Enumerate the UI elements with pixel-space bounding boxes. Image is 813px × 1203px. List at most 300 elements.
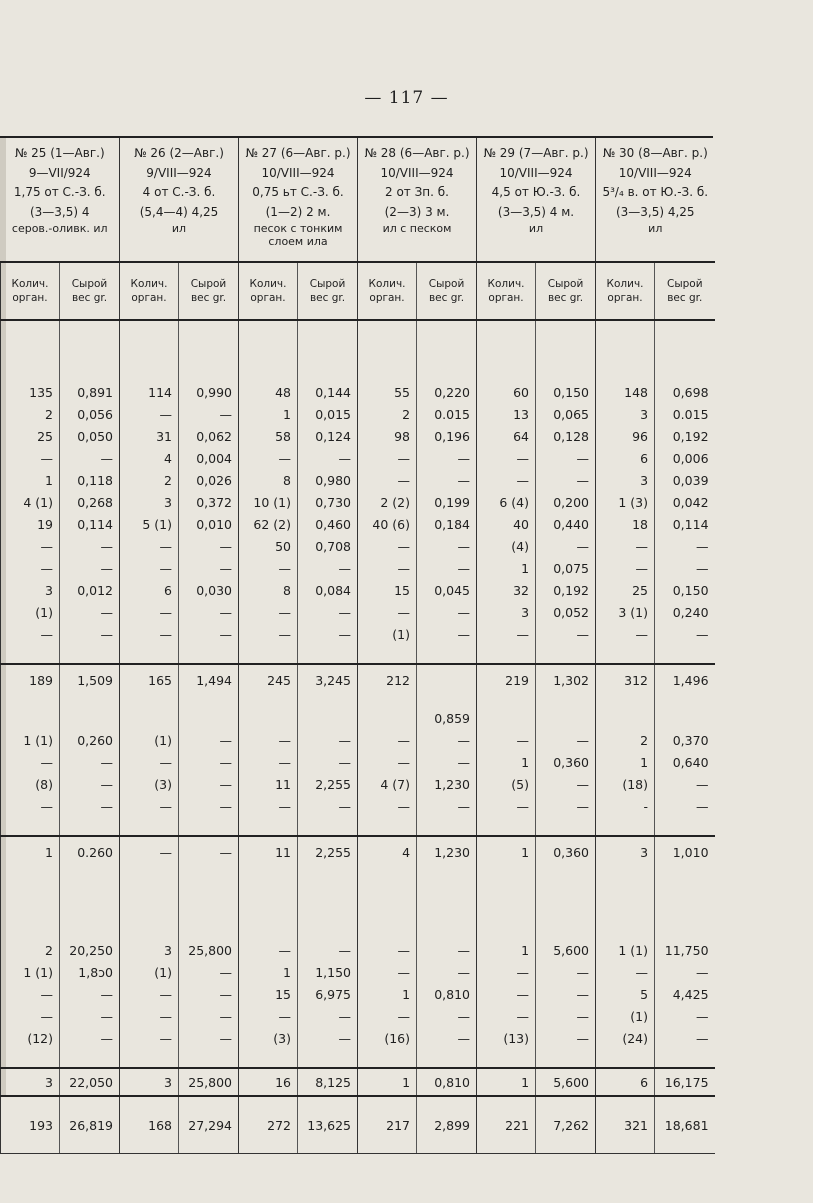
table-row (1, 961, 715, 983)
station-line: 4,5 от Ю.-З. б. (491, 185, 581, 199)
count-cell: — (239, 1005, 298, 1027)
count-cell: 219 (477, 664, 536, 707)
count-cell (1, 707, 60, 729)
count-cell: 98 (358, 425, 417, 447)
weight-cell: — (655, 557, 715, 579)
count-cell: 60 (477, 381, 536, 403)
weight-cell: — (536, 623, 596, 645)
weight-cell: 20,250 (60, 939, 120, 961)
weight-cell: — (536, 535, 596, 557)
table-row (1, 469, 715, 491)
weight-cell: — (655, 795, 715, 817)
count-cell: — (358, 447, 417, 469)
count-cell: (1) (358, 623, 417, 645)
station-line: (3—3,5) 4 м. (497, 204, 575, 219)
count-cell: — (358, 469, 417, 491)
weight-cell: 0,708 (298, 535, 358, 557)
weight-cell (298, 320, 358, 381)
weight-cell: 0,268 (60, 491, 120, 513)
table-row (1, 579, 715, 601)
count-cell: — (596, 535, 655, 557)
weight-cell: 16,175 (655, 1068, 715, 1096)
weight-cell: 1,230 (417, 773, 477, 795)
count-cell: 5 (1) (120, 513, 179, 535)
table-row (1, 601, 715, 623)
count-cell: 168 (120, 1096, 179, 1154)
count-cell: 10 (1) (239, 491, 298, 513)
station-header (1, 138, 120, 262)
weight-cell: 0,144 (298, 381, 358, 403)
count-cell: — (1, 535, 60, 557)
count-cell: 3 (596, 836, 655, 879)
station-header (239, 138, 358, 262)
weight-cell: — (655, 1005, 715, 1027)
count-cell (239, 1049, 298, 1068)
count-cell (358, 645, 417, 664)
station-line: (2—3) 3 м. (384, 204, 450, 219)
weight-cell: — (60, 773, 120, 795)
weight-cell (179, 1049, 239, 1068)
count-cell: — (239, 751, 298, 773)
station-line: 2 от Зп. б. (385, 185, 449, 199)
weight-cell: 0,004 (179, 447, 239, 469)
count-cell: 1 (477, 939, 536, 961)
count-cell: (13) (477, 1027, 536, 1049)
count-cell: 1 (3) (596, 491, 655, 513)
weight-cell: 0.015 (655, 403, 715, 425)
count-cell (358, 1049, 417, 1068)
station-line: 10/VIII—924 (261, 165, 335, 180)
count-cell: 3 (1) (596, 601, 655, 623)
count-cell: 1 (596, 751, 655, 773)
count-cell (477, 1049, 536, 1068)
count-cell (596, 645, 655, 664)
table-row (1, 1005, 715, 1027)
count-cell (477, 707, 536, 729)
count-cell: — (239, 557, 298, 579)
table-row (1, 535, 715, 557)
count-cell (477, 879, 536, 939)
count-cell (358, 707, 417, 729)
weight-cell: — (417, 795, 477, 817)
station-line: 10/VIII—924 (499, 165, 573, 180)
weight-cell: 0,118 (60, 469, 120, 491)
weight-cell: 0.015 (417, 403, 477, 425)
count-cell: 1 (477, 557, 536, 579)
count-cell: (3) (120, 773, 179, 795)
count-cell: — (477, 1005, 536, 1027)
weight-cell: 1,302 (536, 664, 596, 707)
station-line: № 25 (1—Авг.) (14, 146, 105, 160)
count-cell (477, 645, 536, 664)
table-row (1, 1068, 715, 1096)
weight-cell: — (298, 729, 358, 751)
count-cell: 2 (596, 729, 655, 751)
weight-cell: 11,750 (655, 939, 715, 961)
weight-cell: 18,681 (655, 1096, 715, 1154)
count-cell: — (358, 557, 417, 579)
weight-cell (536, 707, 596, 729)
count-cell: 193 (1, 1096, 60, 1154)
count-cell: 48 (239, 381, 298, 403)
count-cell: 8 (239, 579, 298, 601)
weight-cell: — (536, 795, 596, 817)
weight-cell: 13,625 (298, 1096, 358, 1154)
count-cell (239, 707, 298, 729)
weight-cell: 5,600 (536, 1068, 596, 1096)
count-cell (596, 817, 655, 836)
weight-cell: 1,496 (655, 664, 715, 707)
count-cell: 58 (239, 425, 298, 447)
weight-cell: 1,509 (60, 664, 120, 707)
weight-cell: — (655, 773, 715, 795)
count-cell: 4 (7) (358, 773, 417, 795)
weight-cell (536, 645, 596, 664)
count-cell: 217 (358, 1096, 417, 1154)
count-cell: — (239, 939, 298, 961)
weight-cell: — (298, 1005, 358, 1027)
weight-cell: — (60, 1005, 120, 1027)
count-cell: — (120, 983, 179, 1005)
weight-cell (417, 1049, 477, 1068)
weight-cell: — (655, 961, 715, 983)
weight-cell: 0,372 (179, 491, 239, 513)
count-cell: 3 (1, 579, 60, 601)
count-cell (477, 817, 536, 836)
count-cell: — (477, 729, 536, 751)
weight-cell (179, 645, 239, 664)
weight-cell: 0,026 (179, 469, 239, 491)
count-cell: 1 (239, 403, 298, 425)
weight-cell: 0,114 (655, 513, 715, 535)
weight-cell (536, 817, 596, 836)
weight-cell: 0,360 (536, 751, 596, 773)
weight-cell: — (417, 535, 477, 557)
count-cell: 18 (596, 513, 655, 535)
weight-cell: 0,128 (536, 425, 596, 447)
weight-column-header: Сырой вес gr. (298, 262, 358, 320)
count-cell: 148 (596, 381, 655, 403)
weight-column-header: Сырой вес gr. (536, 262, 596, 320)
count-cell (596, 320, 655, 381)
weight-cell: — (179, 795, 239, 817)
count-cell: — (1, 1005, 60, 1027)
count-cell: — (477, 961, 536, 983)
count-cell: 2 (358, 403, 417, 425)
weight-cell (655, 707, 715, 729)
weight-cell (536, 320, 596, 381)
count-cell: 8 (239, 469, 298, 491)
weight-cell: — (417, 939, 477, 961)
station-line: (5,4—4) 4,25 (139, 204, 219, 219)
weight-cell: 0,990 (179, 381, 239, 403)
table-row (1, 1096, 715, 1154)
count-cell: (5) (477, 773, 536, 795)
station-line: 0,75 ьт С.-З. б. (252, 185, 344, 199)
count-cell: — (358, 535, 417, 557)
weight-cell: — (60, 601, 120, 623)
table-row (1, 773, 715, 795)
weight-cell: 0,045 (417, 579, 477, 601)
weight-cell: — (179, 1005, 239, 1027)
weight-cell: — (179, 1027, 239, 1049)
weight-cell: — (179, 773, 239, 795)
weight-cell (655, 645, 715, 664)
count-cell: 221 (477, 1096, 536, 1154)
count-cell (477, 320, 536, 381)
station-line: 4 от С.-З. б. (142, 185, 216, 199)
count-cell: 3 (477, 601, 536, 623)
weight-cell: 0,042 (655, 491, 715, 513)
count-cell: 2 (1, 939, 60, 961)
weight-cell: 0,184 (417, 513, 477, 535)
weight-cell: — (179, 403, 239, 425)
table-row (1, 381, 715, 403)
weight-cell: — (417, 1005, 477, 1027)
weight-cell: — (179, 751, 239, 773)
count-cell: 212 (358, 664, 417, 707)
weight-cell: 6,975 (298, 983, 358, 1005)
station-header (358, 138, 477, 262)
count-cell: 3 (120, 1068, 179, 1096)
count-cell: 165 (120, 664, 179, 707)
weight-cell: 2,255 (298, 773, 358, 795)
count-cell: 1 (1) (1, 961, 60, 983)
weight-cell (417, 879, 477, 939)
count-cell: 11 (239, 773, 298, 795)
weight-cell: — (60, 557, 120, 579)
weight-cell (298, 817, 358, 836)
weight-cell (60, 645, 120, 664)
weight-cell: — (179, 535, 239, 557)
table-row (1, 491, 715, 513)
weight-cell: — (536, 447, 596, 469)
weight-cell (298, 879, 358, 939)
count-cell: — (477, 469, 536, 491)
count-cell: — (239, 795, 298, 817)
weight-cell: 0,039 (655, 469, 715, 491)
count-cell (120, 707, 179, 729)
count-cell: 6 (120, 579, 179, 601)
count-cell (239, 645, 298, 664)
count-cell: (16) (358, 1027, 417, 1049)
count-cell (1, 817, 60, 836)
count-cell: 32 (477, 579, 536, 601)
weight-cell (655, 320, 715, 381)
station-data-table (0, 138, 715, 1154)
count-cell: — (120, 557, 179, 579)
weight-cell: — (298, 1027, 358, 1049)
weight-cell: 1,8ᴐ0 (60, 961, 120, 983)
count-cell: 6 (4) (477, 491, 536, 513)
count-cell (596, 879, 655, 939)
count-cell: 5 (596, 983, 655, 1005)
count-cell: 6 (596, 1068, 655, 1096)
count-cell: 1 (358, 1068, 417, 1096)
count-cell (120, 879, 179, 939)
table-row (1, 879, 715, 939)
count-cell: — (120, 836, 179, 879)
weight-cell (655, 1049, 715, 1068)
station-ground: ил (171, 222, 187, 235)
count-cell: — (120, 1027, 179, 1049)
weight-cell: — (298, 751, 358, 773)
count-cell: 3 (120, 939, 179, 961)
count-cell: 3 (596, 469, 655, 491)
station-line: 10/VIII—924 (618, 165, 692, 180)
column-header-row (1, 262, 715, 320)
count-cell: 11 (239, 836, 298, 879)
station-ground: ил (648, 222, 663, 235)
weight-cell: 1,150 (298, 961, 358, 983)
weight-cell: 0,859 (417, 707, 477, 729)
weight-cell: — (179, 983, 239, 1005)
count-cell: — (120, 601, 179, 623)
count-cell: - (596, 795, 655, 817)
weight-cell (60, 1049, 120, 1068)
count-cell: — (1, 983, 60, 1005)
weight-cell: 1,494 (179, 664, 239, 707)
count-cell: — (477, 795, 536, 817)
count-column-header: Колич. орган. (120, 262, 179, 320)
weight-column-header: Сырой вес gr. (655, 262, 715, 320)
count-column-header: Колич. орган. (596, 262, 655, 320)
weight-cell: — (655, 535, 715, 557)
count-cell: — (358, 601, 417, 623)
station-line: 9/VIII—924 (146, 165, 212, 180)
weight-cell: — (60, 535, 120, 557)
weight-cell: — (298, 939, 358, 961)
weight-cell: — (417, 557, 477, 579)
table-row (1, 623, 715, 645)
count-cell (239, 320, 298, 381)
weight-cell (655, 817, 715, 836)
weight-cell: 0,891 (60, 381, 120, 403)
weight-cell: — (417, 729, 477, 751)
weight-cell: 0,240 (655, 601, 715, 623)
count-cell: — (239, 601, 298, 623)
count-cell: — (239, 729, 298, 751)
weight-cell: 0,030 (179, 579, 239, 601)
count-cell (1, 645, 60, 664)
station-line: № 27 (6—Авг. р.) (245, 146, 351, 160)
weight-cell: 0,640 (655, 751, 715, 773)
weight-cell: 0,075 (536, 557, 596, 579)
station-header-row (1, 138, 715, 262)
weight-cell: — (60, 1027, 120, 1049)
weight-column-header: Сырой вес gr. (417, 262, 477, 320)
weight-cell: — (417, 961, 477, 983)
weight-cell: 0,062 (179, 425, 239, 447)
weight-cell: — (417, 469, 477, 491)
station-ground: ил с песком (382, 222, 452, 235)
table-row (1, 557, 715, 579)
count-cell: (4) (477, 535, 536, 557)
station-line: 9—VII/924 (28, 165, 91, 180)
count-cell: 25 (1, 425, 60, 447)
count-cell: 25 (596, 579, 655, 601)
count-cell (358, 817, 417, 836)
weight-cell: — (60, 751, 120, 773)
weight-cell: — (179, 623, 239, 645)
count-cell (120, 1049, 179, 1068)
weight-cell: 2,899 (417, 1096, 477, 1154)
weight-cell: 0,150 (536, 381, 596, 403)
weight-cell: 1,010 (655, 836, 715, 879)
weight-cell: 2,255 (298, 836, 358, 879)
count-cell: — (120, 751, 179, 773)
weight-cell: 26,819 (60, 1096, 120, 1154)
count-cell: — (358, 961, 417, 983)
weight-column-header: Сырой вес gr. (179, 262, 239, 320)
weight-cell: 25,800 (179, 939, 239, 961)
table-row (1, 403, 715, 425)
count-cell: — (358, 795, 417, 817)
count-cell: 15 (239, 983, 298, 1005)
weight-cell: — (417, 623, 477, 645)
station-header (120, 138, 239, 262)
count-cell (1, 879, 60, 939)
count-cell: 15 (358, 579, 417, 601)
weight-cell: 0,050 (60, 425, 120, 447)
table-row (1, 729, 715, 751)
count-cell: — (120, 795, 179, 817)
station-line: № 26 (2—Авг.) (134, 146, 224, 160)
weight-cell: 0,006 (655, 447, 715, 469)
count-cell: 50 (239, 535, 298, 557)
weight-cell: 0,199 (417, 491, 477, 513)
count-cell: 3 (120, 491, 179, 513)
weight-cell (417, 817, 477, 836)
weight-cell: — (298, 601, 358, 623)
table-row (1, 836, 715, 879)
count-cell: 13 (477, 403, 536, 425)
count-cell: 114 (120, 381, 179, 403)
table-row (1, 1049, 715, 1068)
weight-cell: — (298, 795, 358, 817)
count-cell: (24) (596, 1027, 655, 1049)
table-row (1, 817, 715, 836)
count-cell: — (358, 1005, 417, 1027)
count-cell (120, 817, 179, 836)
count-cell: — (1, 795, 60, 817)
weight-cell (179, 817, 239, 836)
count-cell: 1 (1) (596, 939, 655, 961)
count-cell (239, 879, 298, 939)
count-cell: (1) (120, 729, 179, 751)
station-line: (1—2) 2 м. (265, 204, 331, 219)
count-cell: 1 (1) (1, 729, 60, 751)
count-cell: — (596, 623, 655, 645)
weight-cell (298, 1049, 358, 1068)
count-cell: — (477, 623, 536, 645)
weight-cell: — (298, 557, 358, 579)
station-line: (3—3,5) 4 (29, 204, 90, 219)
count-cell: 1 (1, 469, 60, 491)
weight-cell: — (298, 447, 358, 469)
count-cell: 3 (1, 1068, 60, 1096)
station-ground: ил (528, 222, 544, 235)
data-table-sheet (0, 136, 713, 1154)
table-row (1, 983, 715, 1005)
weight-cell: 0,730 (298, 491, 358, 513)
weight-cell: 0,980 (298, 469, 358, 491)
count-cell: 16 (239, 1068, 298, 1096)
count-cell: — (477, 447, 536, 469)
count-cell (358, 879, 417, 939)
count-cell: 1 (239, 961, 298, 983)
weight-cell: — (417, 1027, 477, 1049)
